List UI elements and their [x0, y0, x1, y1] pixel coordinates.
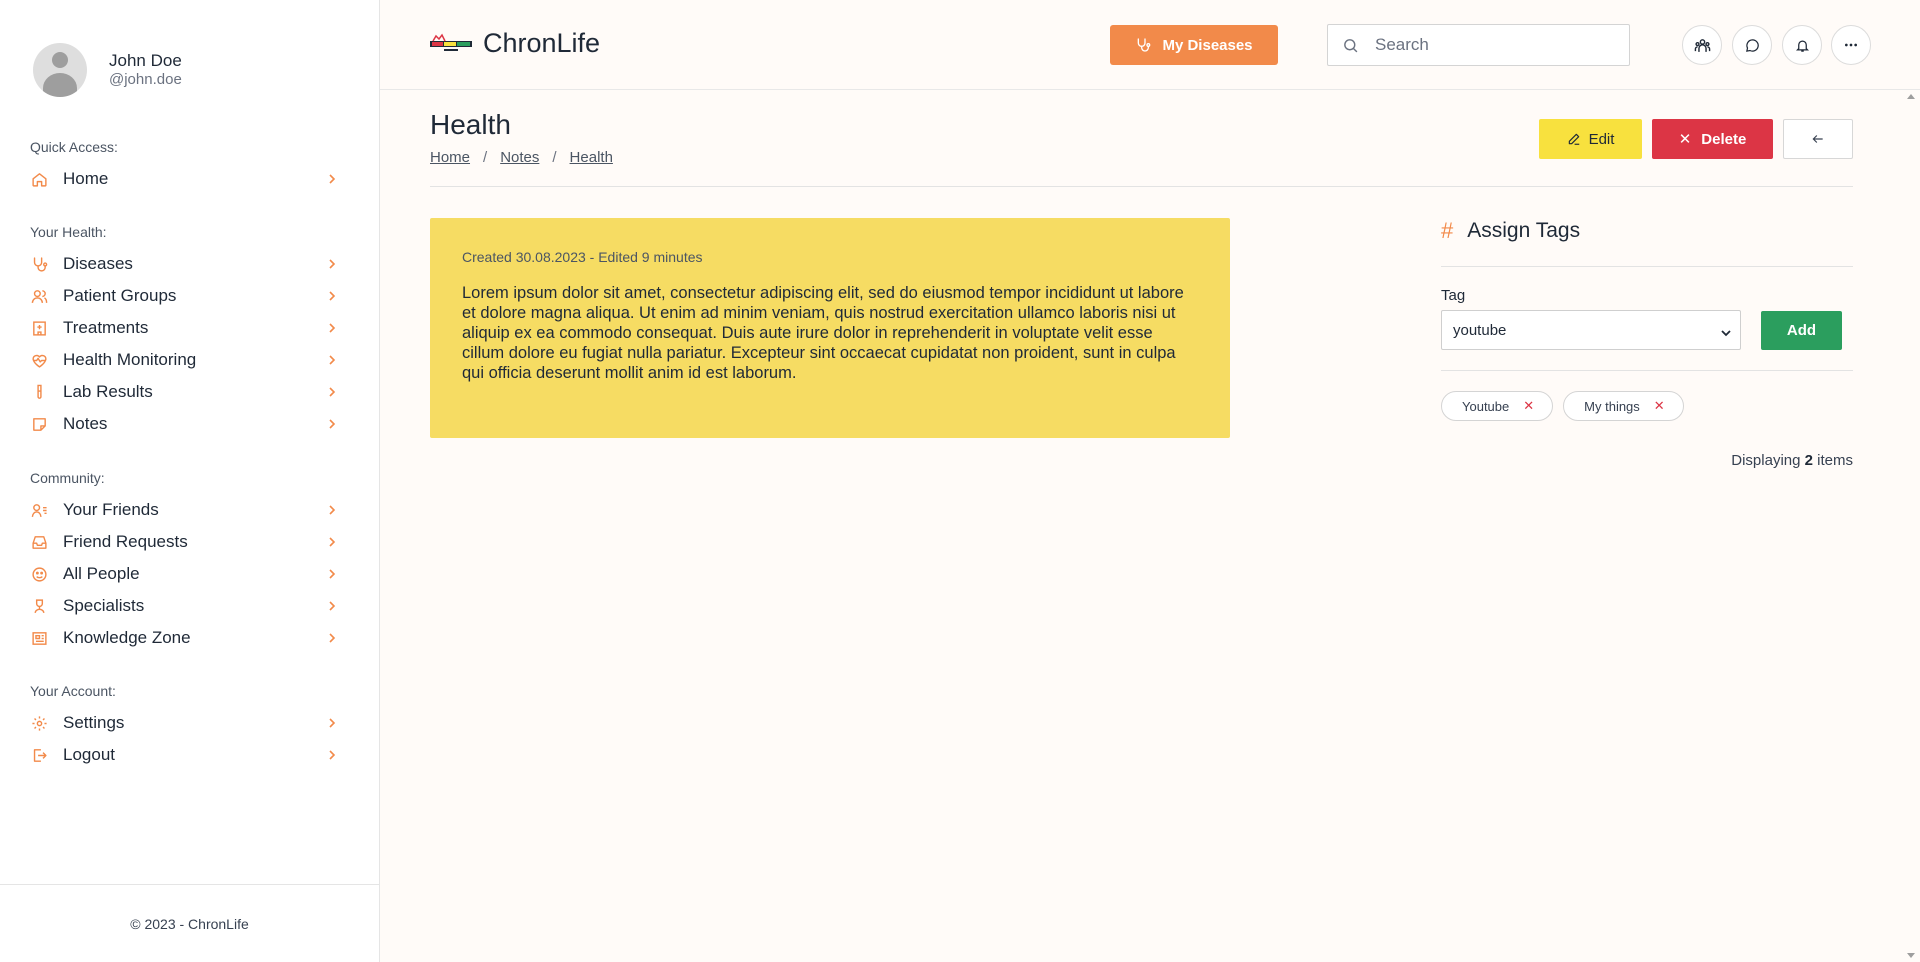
sidebar-item-notes[interactable]	[30, 408, 348, 440]
search-icon	[1342, 37, 1359, 54]
tag-field-label: Tag	[1441, 287, 1466, 304]
my-diseases-label: My Diseases	[1162, 36, 1253, 54]
bell-icon	[1795, 38, 1810, 53]
items-count-prefix: Displaying	[1731, 452, 1805, 469]
sidebar-item-health-monitoring[interactable]	[30, 344, 348, 376]
test-tube-icon	[30, 383, 48, 401]
arrow-left-icon	[1811, 132, 1825, 146]
remove-tag-icon[interactable]: ✕	[1523, 398, 1535, 413]
tag-chip-label: Youtube	[1462, 398, 1510, 414]
divider	[1441, 370, 1853, 371]
sidebar-item-label: Patient Groups	[63, 286, 177, 305]
chevron-down-icon	[1721, 325, 1731, 342]
logout-icon	[30, 746, 48, 764]
breadcrumb-notes[interactable]: Notes	[500, 149, 540, 166]
sidebar-item-label: Home	[63, 169, 109, 188]
sidebar-item-home[interactable]	[30, 163, 348, 195]
brand-logo	[430, 33, 472, 53]
sidebar-footer: © 2023 - ChronLife	[0, 884, 379, 962]
notifications-button[interactable]	[1782, 25, 1822, 65]
edit-button[interactable]	[1539, 119, 1642, 159]
sidebar-item-knowledge-zone[interactable]	[30, 622, 348, 654]
people-button[interactable]	[1682, 25, 1722, 65]
sidebar-item-label: Your Friends	[63, 500, 159, 519]
nav-heading: Community:	[30, 470, 105, 486]
note-card	[430, 218, 1230, 438]
sidebar-item-treatments[interactable]	[30, 312, 348, 344]
header-divider	[430, 186, 1853, 187]
breadcrumb-separator: /	[483, 149, 488, 166]
user-profile[interactable]	[33, 43, 182, 97]
hospital-icon	[30, 319, 48, 337]
sticky-note-icon	[30, 415, 48, 433]
chevron-right-icon	[325, 567, 339, 581]
sidebar-item-label: Settings	[63, 713, 125, 732]
chevron-right-icon	[325, 353, 339, 367]
user-name: John Doe	[109, 51, 182, 70]
tag-select[interactable]	[1441, 310, 1741, 350]
sidebar-item-friend-requests[interactable]	[30, 526, 348, 558]
search-box[interactable]	[1327, 24, 1630, 66]
brand[interactable]	[430, 26, 600, 60]
sidebar-item-settings[interactable]	[30, 707, 348, 739]
sidebar-item-your-friends[interactable]	[30, 494, 348, 526]
note-body: Lorem ipsum dolor sit amet, consectetur adipiscing elit, sed do eiusmod tempor incididunt ut labore et dolore magna aliqua. Ut enim ad minim veniam, quis nostrud exercitation ullamco laboris nisi ut aliquip ex ea commodo consequat. Duis aute irure dolor in reprehenderit in voluptate velit esse cillum dolore eu fugiat nulla pariatur. Excepteur sint occaecat cupidatat non proident, sunt in culpa qui officia deserunt mollit anim id est laborum.	[462, 284, 1184, 382]
users-icon	[30, 287, 48, 305]
user-handle: @john.doe	[109, 71, 182, 88]
nav-group-your-health	[30, 222, 348, 440]
sidebar-item-label: Treatments	[63, 318, 149, 337]
chat-icon	[1745, 38, 1760, 53]
breadcrumb-separator: /	[552, 149, 557, 166]
nav-group-quick-access	[30, 137, 348, 195]
chevron-right-icon	[325, 289, 339, 303]
more-icon	[1843, 37, 1859, 53]
nav-heading: Quick Access:	[30, 139, 118, 155]
inbox-icon	[30, 533, 48, 551]
items-count	[1731, 452, 1853, 469]
user-list-icon	[30, 501, 48, 519]
chevron-right-icon	[325, 631, 339, 645]
people-icon	[1694, 37, 1711, 54]
sidebar-item-lab-results[interactable]	[30, 376, 348, 408]
chat-button[interactable]	[1732, 25, 1772, 65]
chevron-right-icon	[325, 503, 339, 517]
sidebar-item-label: Health Monitoring	[63, 350, 197, 369]
sidebar-item-label: Knowledge Zone	[63, 628, 191, 647]
chevron-right-icon	[325, 385, 339, 399]
assign-tags-title: Assign Tags	[1467, 219, 1581, 242]
remove-tag-icon[interactable]: ✕	[1653, 398, 1665, 413]
sidebar-item-label: Notes	[63, 414, 108, 433]
nav-group-your-account	[30, 681, 348, 771]
sidebar-item-label: Specialists	[63, 596, 145, 615]
sidebar	[0, 0, 380, 962]
sidebar-item-specialists[interactable]	[30, 590, 348, 622]
breadcrumb	[430, 149, 613, 166]
back-button[interactable]	[1783, 119, 1853, 159]
top-bar	[380, 0, 1920, 90]
pencil-icon	[1567, 132, 1581, 146]
sidebar-item-label: Lab Results	[63, 382, 153, 401]
sidebar-item-label: Logout	[63, 745, 115, 764]
scrollbar[interactable]	[1903, 90, 1920, 962]
tag-chip	[1563, 391, 1684, 421]
chevron-right-icon	[325, 599, 339, 613]
tag-chip	[1441, 391, 1553, 421]
chevron-right-icon	[325, 417, 339, 431]
newspaper-icon	[30, 629, 48, 647]
home-icon	[30, 170, 48, 188]
chevron-right-icon	[325, 321, 339, 335]
tag-chip-label: My things	[1584, 398, 1640, 414]
nav-heading: Your Health:	[30, 224, 107, 240]
my-diseases-button[interactable]	[1110, 25, 1278, 65]
sidebar-item-label: Diseases	[63, 254, 133, 273]
avatar	[33, 43, 87, 97]
stethoscope-icon	[1135, 37, 1151, 53]
edit-label: Edit	[1588, 130, 1615, 148]
nav-group-community	[30, 468, 348, 654]
items-count-suffix: items	[1812, 452, 1853, 469]
scroll-down-icon[interactable]	[1907, 953, 1915, 958]
chevron-right-icon	[325, 172, 339, 186]
chevron-right-icon	[325, 257, 339, 271]
delete-label: Delete	[1701, 130, 1747, 148]
divider	[1441, 266, 1853, 267]
sidebar-item-label: All People	[63, 564, 140, 583]
heart-pulse-icon	[30, 351, 48, 369]
search-input[interactable]	[1375, 35, 1615, 55]
hash-icon: #	[1441, 218, 1454, 243]
sidebar-item-patient-groups[interactable]	[30, 280, 348, 312]
more-button[interactable]	[1831, 25, 1871, 65]
note-meta: Created 30.08.2023 - Edited 9 minutes	[462, 249, 703, 265]
sidebar-item-all-people[interactable]	[30, 558, 348, 590]
close-icon: ✕	[1678, 131, 1692, 148]
breadcrumb-current[interactable]: Health	[569, 149, 613, 166]
page-title: Health	[430, 109, 511, 140]
stethoscope-icon	[30, 255, 48, 273]
chevron-right-icon	[325, 748, 339, 762]
chevron-right-icon	[325, 535, 339, 549]
specialist-icon	[30, 597, 48, 615]
sidebar-item-logout[interactable]	[30, 739, 348, 771]
face-icon	[30, 565, 48, 583]
sidebar-item-label: Friend Requests	[63, 532, 188, 551]
assigned-tags	[1441, 391, 1694, 421]
add-tag-button[interactable]: Add	[1761, 311, 1842, 350]
items-count-value: 2	[1804, 452, 1813, 469]
breadcrumb-home[interactable]: Home	[430, 149, 471, 166]
brand-name: ChronLife	[483, 28, 601, 58]
sidebar-item-diseases[interactable]	[30, 248, 348, 280]
scroll-up-icon[interactable]	[1907, 94, 1915, 99]
delete-button[interactable]	[1652, 119, 1773, 159]
assign-tags-heading	[1441, 218, 1580, 244]
nav-heading: Your Account:	[30, 683, 116, 699]
gear-icon	[30, 714, 48, 732]
chevron-right-icon	[325, 716, 339, 730]
tag-select-value: youtube	[1453, 321, 1507, 339]
